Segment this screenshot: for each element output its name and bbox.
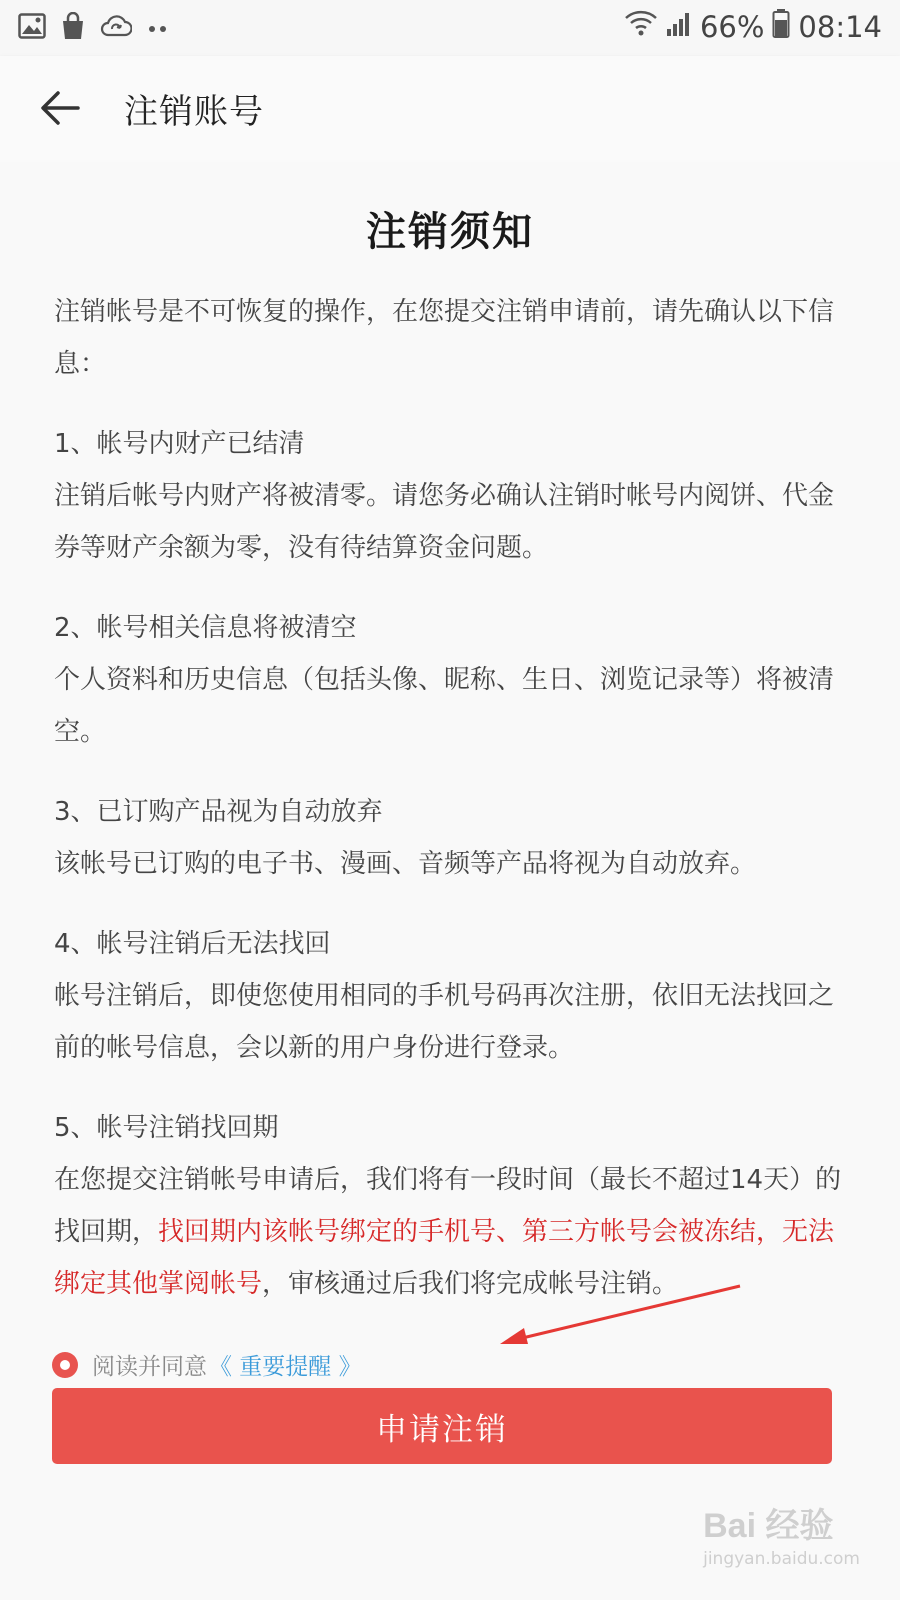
baidu-watermark <box>703 1498 860 1569</box>
agree-label: 阅读并同意 <box>92 1354 207 1380</box>
signal-icon <box>666 10 692 44</box>
section-body: 注销后帐号内财产将被清零。请您务必确认注销时帐号内阅饼、代金券等财产余额为零，没有待结算资金问题。 <box>54 481 835 563</box>
section-5 <box>54 1102 854 1310</box>
section-3 <box>54 786 854 890</box>
important-reminder-link[interactable]: 《 重要提醒 》 <box>209 1354 362 1380</box>
agreement-row[interactable] <box>52 1348 362 1381</box>
section-body-end: ，审核通过后我们将完成帐号注销。 <box>262 1269 679 1299</box>
battery-percent: 66% <box>699 9 765 44</box>
arrow-left-icon <box>40 90 80 130</box>
more-dots-icon <box>146 19 170 38</box>
section-heading: 4、帐号注销后无法找回 <box>54 929 331 959</box>
section-body-start: 在您提交注销帐号申请后，我们将有一段时间（最长不超过14天）的找回期， <box>54 1165 842 1247</box>
system-indicators <box>624 8 882 45</box>
section-1 <box>54 418 854 574</box>
section-heading: 3、已订购产品视为自动放弃 <box>54 797 383 827</box>
section-body: 个人资料和历史信息（包括头像、昵称、生日、浏览记录等）将被清空。 <box>54 665 835 747</box>
shopping-bag-icon <box>60 12 86 44</box>
notification-icons <box>18 12 170 44</box>
clock: 08:14 <box>798 9 882 44</box>
notice-content <box>0 162 900 1600</box>
agree-radio-checked[interactable] <box>52 1352 78 1378</box>
back-button[interactable] <box>36 86 84 134</box>
notice-intro: 注销帐号是不可恢复的操作，在您提交注销申请前，请先确认以下信息： <box>54 297 835 379</box>
app-bar <box>0 56 900 162</box>
notice-title: 注销须知 <box>366 209 534 255</box>
page-title: 注销账号 <box>124 92 264 132</box>
battery-icon <box>772 8 790 45</box>
cloud-sync-icon <box>100 13 132 43</box>
image-icon <box>18 13 46 43</box>
warning-text: 找回期内该帐号绑定的手机号、第三方帐号会被冻结，无法绑定其他掌阅帐号 <box>54 1217 835 1299</box>
annotation-arrow-icon <box>490 1282 750 1352</box>
section-heading: 1、帐号内财产已结清 <box>54 429 305 459</box>
status-bar <box>0 0 900 56</box>
section-4 <box>54 918 854 1074</box>
watermark-sub: jingyan.baidu.com <box>703 1549 860 1569</box>
section-body: 该帐号已订购的电子书、漫画、音频等产品将视为自动放弃。 <box>54 849 757 879</box>
apply-cancellation-button[interactable]: 申请注销 <box>52 1388 832 1464</box>
notice-body <box>54 286 854 1310</box>
section-heading: 2、帐号相关信息将被清空 <box>54 613 357 643</box>
section-2 <box>54 602 854 758</box>
section-heading: 5、帐号注销找回期 <box>54 1113 279 1143</box>
wifi-icon <box>624 9 658 44</box>
section-body: 帐号注销后，即使您使用相同的手机号码再次注册，依旧无法找回之前的帐号信息，会以新的用户身份进行登录。 <box>54 981 835 1063</box>
radio-dot <box>60 1360 70 1370</box>
watermark-main: Bai 经验 <box>703 1507 834 1545</box>
